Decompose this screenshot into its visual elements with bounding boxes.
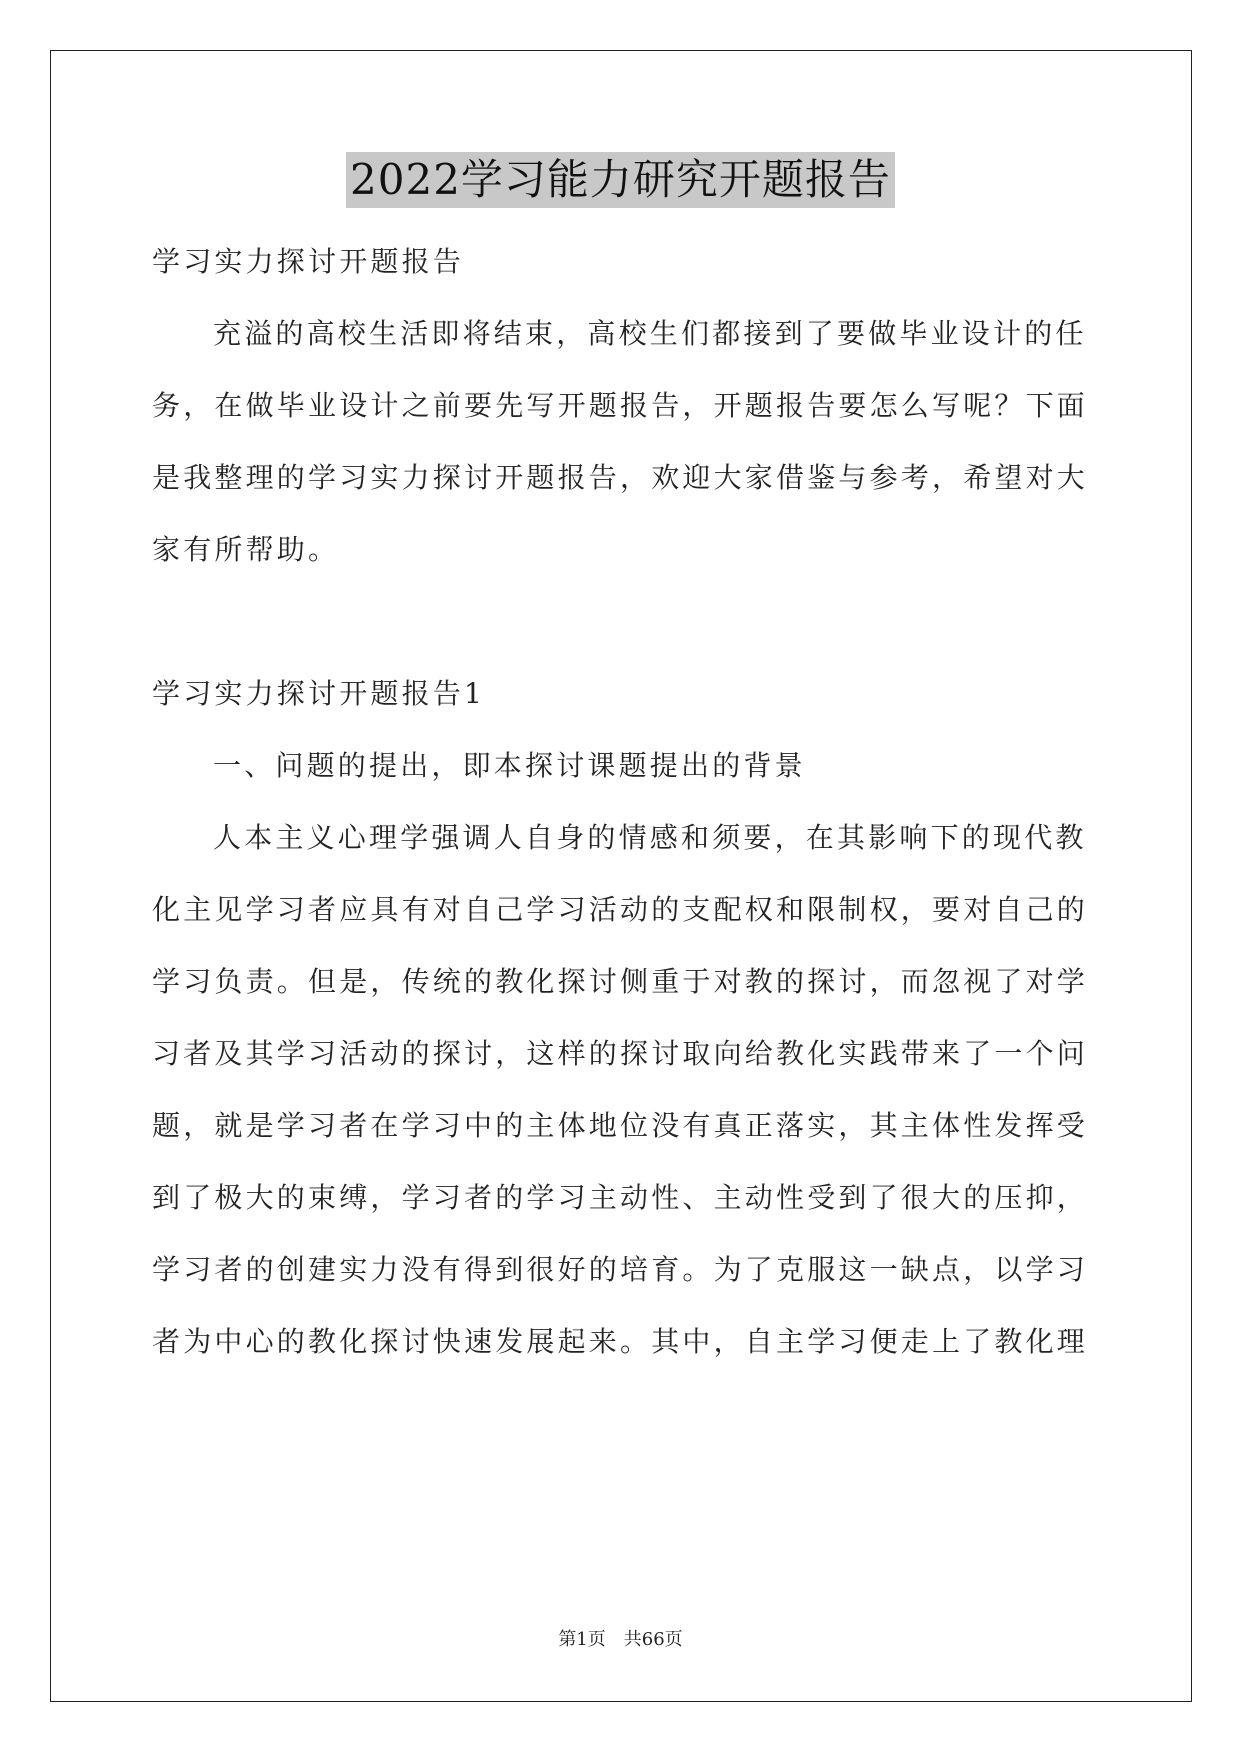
body-line: 人本主义心理学强调人自身的情感和须要，在其影响下的现代教 [213, 821, 1087, 854]
body-line: 是我整理的学习实力探讨开题报告，欢迎大家借鉴与参考，希望对大 [152, 461, 1089, 494]
body-line: 学习者的创建实力没有得到很好的培育。为了克服这一缺点，以学习 [152, 1253, 1089, 1286]
document-title: 2022学习能力研究开题报告 [346, 152, 895, 208]
body-line: 务，在做毕业设计之前要先写开题报告，开题报告要怎么写呢？下面 [152, 389, 1089, 422]
body-line: 题，就是学习者在学习中的主体地位没有真正落实，其主体性发挥受 [152, 1109, 1089, 1142]
body-line: 者为中心的教化探讨快速发展起来。其中，自主学习便走上了教化理 [152, 1325, 1089, 1358]
body-line: 到了极大的束缚，学习者的学习主动性、主动性受到了很大的压抑， [152, 1181, 1089, 1214]
section-heading: 学习实力探讨开题报告1 [152, 677, 486, 710]
body-line: 家有所帮助。 [152, 533, 340, 566]
page-number-footer: 第1页 共66页 [558, 1629, 683, 1650]
body-line: 学习负责。但是，传统的教化探讨侧重于对教的探讨，而忽视了对学 [152, 965, 1089, 998]
title-container [0, 152, 1241, 208]
body-line: 化主见学习者应具有对自己学习活动的支配权和限制权，要对自己的 [152, 893, 1089, 926]
body-line: 习者及其学习活动的探讨，这样的探讨取向给教化实践带来了一个问 [152, 1037, 1089, 1070]
subtitle-line: 学习实力探讨开题报告 [152, 245, 465, 278]
page-border [50, 50, 1192, 1702]
body-line: 充溢的高校生活即将结束，高校生们都接到了要做毕业设计的任 [213, 317, 1087, 350]
subsection-heading: 一、问题的提出，即本探讨课题提出的背景 [213, 749, 806, 782]
